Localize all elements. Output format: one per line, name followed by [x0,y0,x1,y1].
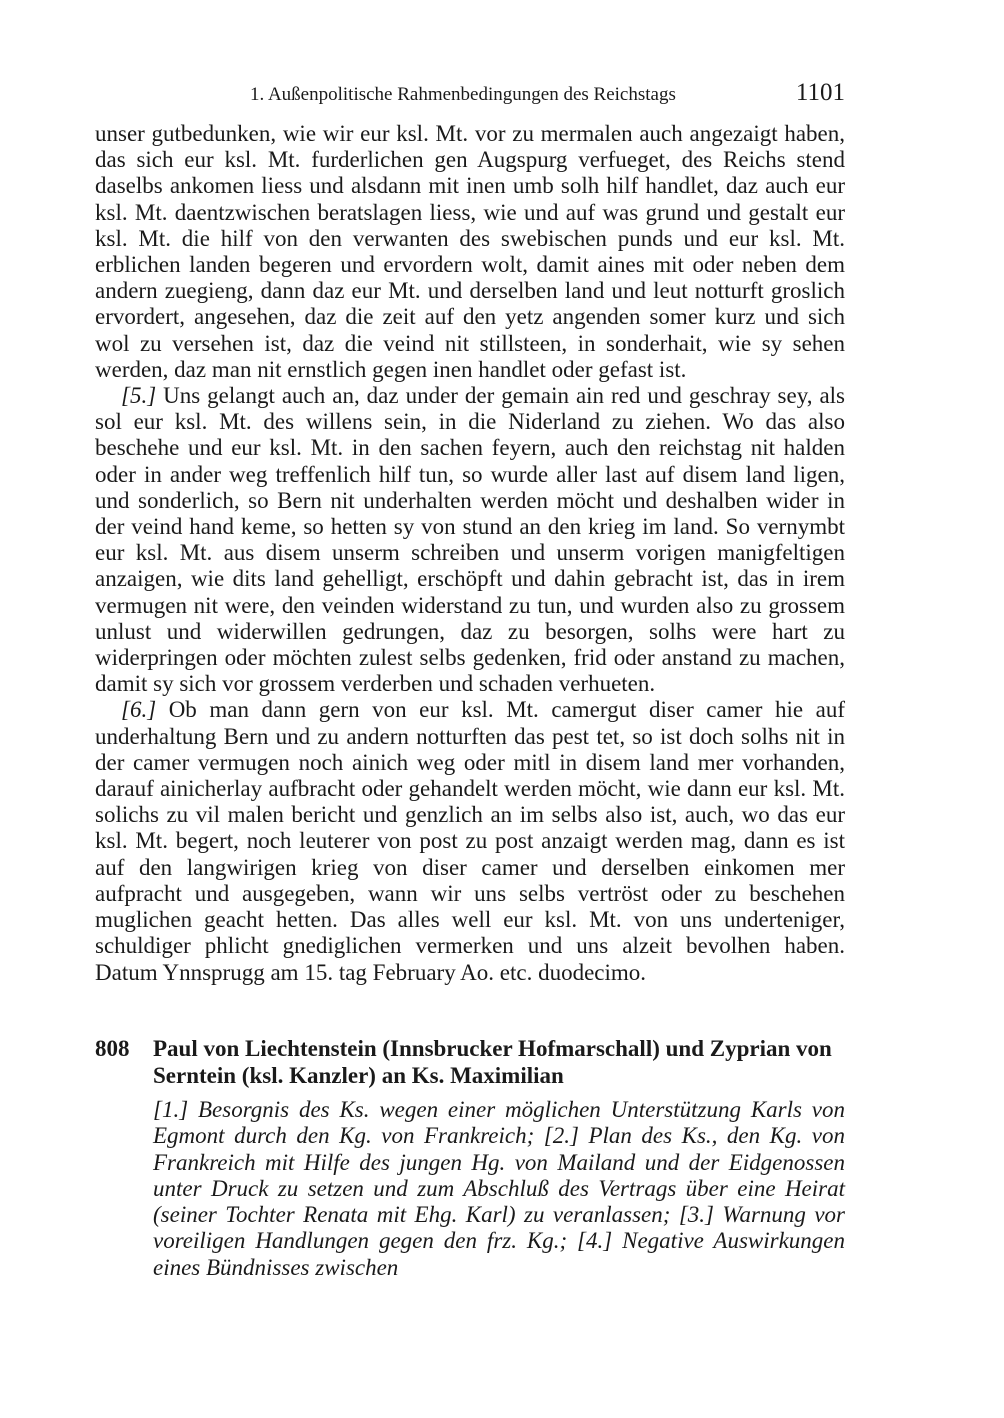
document-abstract: [1.] Besorgnis des Ks. wegen einer möglichen Unterstützung Karls von Egmont durch den Kg. von Frankreich; [2.] Plan des Ks., den Kg. von Frankreich mit Hilfe des jungen Hg. von Mailand und der Eidgenossen unter Druck zu setzen und zum Abschluß des Vertrags über eine Heirat (seiner Tochter Renata mit Ehg. Karl) zu veranlassen; [3.] Warnung vor voreiligen Handlungen gegen den frz. Kg.; [4.] Negative Auswirkungen eines Bündnisses zwischen [153,1097,845,1280]
document-title: Paul von Liechtenstein (Innsbrucker Hofmarschall) und Zyprian von Serntein (ksl. Kanzler) an Ks. Maximilian [153,1036,832,1088]
paragraph-number: [6.] [121,697,157,723]
running-title: 1. Außenpolitische Rahmenbedingungen des Reichstags [250,84,676,105]
running-header [95,76,845,110]
paragraph-6 [95,697,845,985]
document-number: 808 [95,1036,130,1061]
paragraph-number: [5.] [121,383,157,409]
page-number: 1101 [795,79,845,106]
paragraph-text: Uns gelangt auch an, daz under der gemain ain red und geschray sey, als sol eur ksl. Mt. des willens sein, in die Niderland zu ziehen. Wo das also beschehe und eur ksl. Mt. in den sachen feyern, auch den reichstag nit halden oder in ander weg treffenlich hilf tun, so wurde aller last auf disem land ligen, und sonderlich, so Bern nit underhalten werden möcht und deshalben wider in der veind hand keme, so hetten sy von stund an den krieg im land. So vernymbt eur ksl. Mt. aus disem unserm schreiben und unserm vorigen manigfeltigen anzaigen, wie dits land gehelligt, erschöpft und dahin gebracht ist, das in irem vermugen nit were, den veinden widerstand zu tun, und wurden also zu grossem unlust und widerwillen gedrungen, daz zu besorgen, solhs were hart zu widerpringen oder möchten zulest selbs gedenken, frid oder anstand zu machen, damit sy sich vor grossem verderben und schaden verhueten. [95,383,845,697]
paragraph-text: Ob man dann gern von eur ksl. Mt. camergut diser camer hie auf underhaltung Bern und zu andern notturften das pest tet, so ist doch solhs nit in der camer vermugen noch ainich weg oder mitl in disem land mer vorhanden, darauf ainicherlay aufbracht oder gehandelt werden möcht, wie dann eur ksl. Mt. solichs zu vil malen bericht und genzlich an im selbs also ist, auch, wo das eur ksl. Mt. begert, noch leuterer von post zu post anzaigt werden mag, dann es ist auf den langwirigen krieg von diser camer und derselben einkomen mer aufpracht und ausgegeben, wann wir uns selbs vertröst oder zu beschehen muglichen geacht hetten. Das alles well eur ksl. Mt. von uns underteniger, schuldiger phlicht gnediglichen vermerken und uns alzeit bevolhen haben. Datum Ynnsprugg am 15. tag February Ao. etc. duodecimo. [95,697,845,985]
paragraph-5 [95,383,845,697]
letter-body [95,121,845,986]
paragraph-continued: unser gutbedunken, wie wir eur ksl. Mt. vor zu mermalen auch angezaigt haben, das sich eur ksl. Mt. furderlichen gen Augspurg verfueget, des Reichs stend daselbs ankomen liess und alsdann mit inen umb solh hilf handlet, daz auch eur ksl. Mt. daentzwischen beratslagen liess, wie und auf was grund und gestalt eur ksl. Mt. die hilf von den verwanten des swebischen punds und eur ksl. Mt. erblichen landen begeren und ervordern wolt, damit aines mit oder neben dem andern zuegieng, dann daz eur Mt. und derselben land und leut notturft groslich ervordert, angesehen, daz die zeit auf den yetz angenden somer kurz und sich wol zu versehen ist, daz die veind nit stillsteen, in sonderhait, wie sy sehen werden, daz man nit ernstlich gegen inen handlet oder gefast ist. [95,121,845,382]
